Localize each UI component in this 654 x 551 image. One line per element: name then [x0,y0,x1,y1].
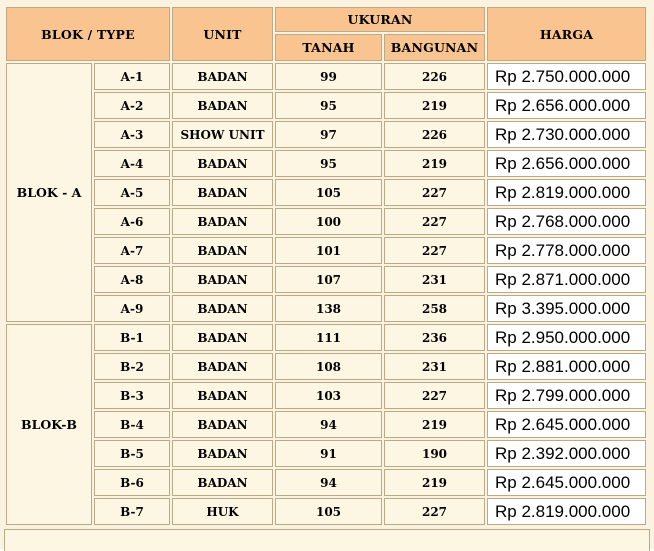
tanah-cell: 99 [275,63,382,90]
table-body [6,63,646,525]
bangunan-cell: 219 [384,411,485,438]
type-cell: B-3 [94,382,170,409]
harga-cell: Rp 2.950.000.000 [487,324,646,351]
unit-cell: BADAN [172,469,273,496]
table-row [6,121,646,148]
unit-cell: BADAN [172,208,273,235]
table-row [6,324,646,351]
unit-cell: BADAN [172,382,273,409]
table-row [6,63,646,90]
bangunan-cell: 226 [384,63,485,90]
unit-cell: BADAN [172,266,273,293]
table-row [6,208,646,235]
tanah-cell: 107 [275,266,382,293]
unit-cell: SHOW UNIT [172,121,273,148]
bangunan-cell: 231 [384,266,485,293]
unit-cell: HUK [172,498,273,525]
header-harga: HARGA [487,7,646,61]
harga-cell: Rp 2.799.000.000 [487,382,646,409]
type-cell: A-9 [94,295,170,322]
harga-cell: Rp 2.778.000.000 [487,237,646,264]
tanah-cell: 111 [275,324,382,351]
bangunan-cell: 236 [384,324,485,351]
type-cell: A-3 [94,121,170,148]
type-cell: A-5 [94,179,170,206]
harga-cell: Rp 2.819.000.000 [487,179,646,206]
table-row [6,469,646,496]
tanah-cell: 105 [275,179,382,206]
blok-label: BLOK-B [6,324,92,525]
tanah-cell: 105 [275,498,382,525]
harga-cell: Rp 2.645.000.000 [487,411,646,438]
header-unit: UNIT [172,7,273,61]
tanah-cell: 91 [275,440,382,467]
bangunan-cell: 227 [384,498,485,525]
unit-cell: BADAN [172,92,273,119]
harga-cell: Rp 2.645.000.000 [487,469,646,496]
unit-cell: BADAN [172,440,273,467]
type-cell: A-1 [94,63,170,90]
tanah-cell: 95 [275,92,382,119]
type-cell: A-4 [94,150,170,177]
type-cell: B-6 [94,469,170,496]
table-row [6,440,646,467]
blok-label: BLOK - A [6,63,92,322]
table-row [6,295,646,322]
table-header [6,7,646,61]
tanah-cell: 94 [275,469,382,496]
tanah-cell: 108 [275,353,382,380]
table-row [6,266,646,293]
table-row [6,411,646,438]
unit-cell: BADAN [172,411,273,438]
type-cell: A-6 [94,208,170,235]
table-row [6,92,646,119]
harga-cell: Rp 2.819.000.000 [487,498,646,525]
tanah-cell: 95 [275,150,382,177]
harga-cell: Rp 2.730.000.000 [487,121,646,148]
bangunan-cell: 227 [384,208,485,235]
header-tanah: TANAH [275,34,382,61]
unit-cell: BADAN [172,150,273,177]
table-row [6,150,646,177]
unit-cell: BADAN [172,63,273,90]
type-cell: A-2 [94,92,170,119]
header-ukuran: UKURAN [275,7,485,32]
tanah-cell: 138 [275,295,382,322]
unit-cell: BADAN [172,324,273,351]
bangunan-cell: 226 [384,121,485,148]
harga-cell: Rp 2.750.000.000 [487,63,646,90]
bangunan-cell: 258 [384,295,485,322]
bangunan-cell: 231 [384,353,485,380]
type-cell: B-5 [94,440,170,467]
tanah-cell: 94 [275,411,382,438]
type-cell: A-8 [94,266,170,293]
tanah-cell: 97 [275,121,382,148]
table-footer-bar [4,529,650,551]
bangunan-cell: 219 [384,469,485,496]
bangunan-cell: 190 [384,440,485,467]
harga-cell: Rp 3.395.000.000 [487,295,646,322]
harga-cell: Rp 2.871.000.000 [487,266,646,293]
type-cell: B-7 [94,498,170,525]
unit-cell: BADAN [172,353,273,380]
table-row [6,353,646,380]
bangunan-cell: 227 [384,237,485,264]
harga-cell: Rp 2.392.000.000 [487,440,646,467]
type-cell: A-7 [94,237,170,264]
bangunan-cell: 227 [384,382,485,409]
bangunan-cell: 219 [384,92,485,119]
unit-cell: BADAN [172,179,273,206]
harga-cell: Rp 2.881.000.000 [487,353,646,380]
header-bangunan: BANGUNAN [384,34,485,61]
harga-cell: Rp 2.656.000.000 [487,92,646,119]
header-blok-type: BLOK / TYPE [6,7,170,61]
unit-cell: BADAN [172,237,273,264]
harga-cell: Rp 2.656.000.000 [487,150,646,177]
type-cell: B-4 [94,411,170,438]
tanah-cell: 103 [275,382,382,409]
unit-cell: BADAN [172,295,273,322]
table-row [6,237,646,264]
type-cell: B-1 [94,324,170,351]
type-cell: B-2 [94,353,170,380]
table-row [6,179,646,206]
table-row [6,382,646,409]
table-row [6,498,646,525]
bangunan-cell: 227 [384,179,485,206]
tanah-cell: 101 [275,237,382,264]
tanah-cell: 100 [275,208,382,235]
bangunan-cell: 219 [384,150,485,177]
price-table [4,5,648,527]
harga-cell: Rp 2.768.000.000 [487,208,646,235]
